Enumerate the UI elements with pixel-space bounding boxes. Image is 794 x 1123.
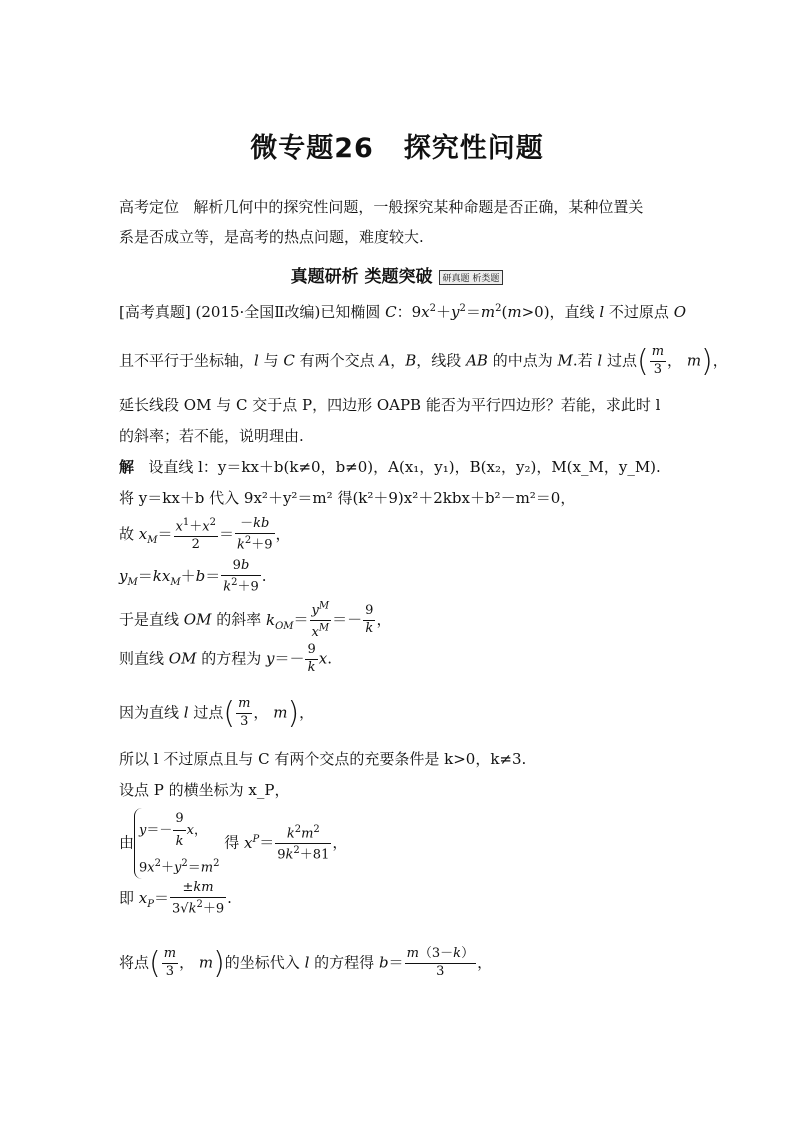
intro-label: 高考定位 [119,198,180,216]
solution-label: 解 [119,458,135,476]
solution-line-8 [119,750,526,770]
solution-step-2: 将 y＝kx＋b 代入 9x²＋y²＝m² 得(k²＋9)x²＋2kbx＋b²－m²＝0， [119,489,576,507]
solution-line-11: 即 $x_P=$ $\frac{\pm km}{3√k^2+9}$ . [119,880,232,917]
solution-step-1: 设直线 l：y＝kx＋b(k≠0，b≠0)，A(x₁，y₁)，B(x₂，y₂)，M(x_M，y_M). [148,458,661,476]
solution-line-3: 故 $x_M=$ $\frac{x^1+x^2}{2}$ ＝ $\frac{-kb}{k^2+9}$ ， [119,516,291,553]
intro-text-1: 解析几何中的探究性问题，一般探究某种命题是否正确，某种位置关 [193,198,644,216]
intro-line-2 [119,228,424,248]
problem-source: [高考真题] [119,303,191,321]
problem-line-3 [119,396,660,416]
problem-line-4 [119,427,304,447]
intro-text-2: 系是否成立等，是高考的热点问题，难度较大. [119,228,424,246]
solution-line-6: 则直线 OM 的方程为 y＝－ $\frac{9}{k}$ x. [119,642,333,675]
problem-line-3-text: 延长线段 OM 与 C 交于点 P，四边形 OAPB 能否为平行四边形？若能，求此时 l [119,396,661,414]
solution-line-4: $y_M=kx_M+b=$ $\frac{9b}{k^2+9}$ . [119,558,267,595]
solution-step-10: 设点 P 的横坐标为 x_P， [119,781,290,799]
solution-line-10: 由y＝－ $\frac{9}{k}$ x， $9x^2+y^2=m^2$ 得 $x^P=$ $\frac{k^2m^2}{9k^2+81}$ ， [119,808,347,879]
title-sub: 探究性问题 [403,133,544,164]
intro-line-1 [119,198,643,218]
solution-line-12: 将点( $\frac{m}{3}$ ， m)的坐标代入 l 的方程得 b＝ $\frac{m(3-k)}{3}$ ， [119,946,493,981]
solution-line-5: 于是直线 OM 的斜率 $k_{OM}=$ $\frac{y^M}{x^M}$ ＝－ $\frac{9}{k}$ ， [119,601,392,640]
solution-line-1 [119,458,661,478]
section-title: 真题研析 类题突破 [290,267,433,287]
problem-ref: (2015·全国Ⅱ改编)已知椭圆 [195,303,381,321]
problem-line-1: [高考真题] (2015·全国Ⅱ改编)已知椭圆 C：$9x^2+y^2=m^2(m>0)$，直线 l 不过原点 O [119,303,686,321]
problem-line-2: 且不平行于坐标轴，l 与 C 有两个交点 A，B，线段 AB 的中点为 M.若 l 过点( $\frac{m}{3}$ ， m)， [119,344,728,379]
solution-line-7: 因为直线 l 过点( $\frac{m}{3}$ ， m)， [119,696,315,731]
solution-line-2 [119,489,575,509]
problem-line-4-text: 的斜率；若不能，说明理由. [119,427,304,445]
problem-line-2a: 且不平行于坐标轴， [119,351,255,370]
page-title [0,126,794,165]
title-main: 微专题26 [250,133,374,164]
solution-step-9: 所以 l 不过原点且与 C 有两个交点的充要条件是 k>0，k≠3. [119,750,527,768]
section-tag: 研真题 析类题 [439,270,504,285]
solution-line-9 [119,781,289,801]
section-heading [0,262,794,287]
